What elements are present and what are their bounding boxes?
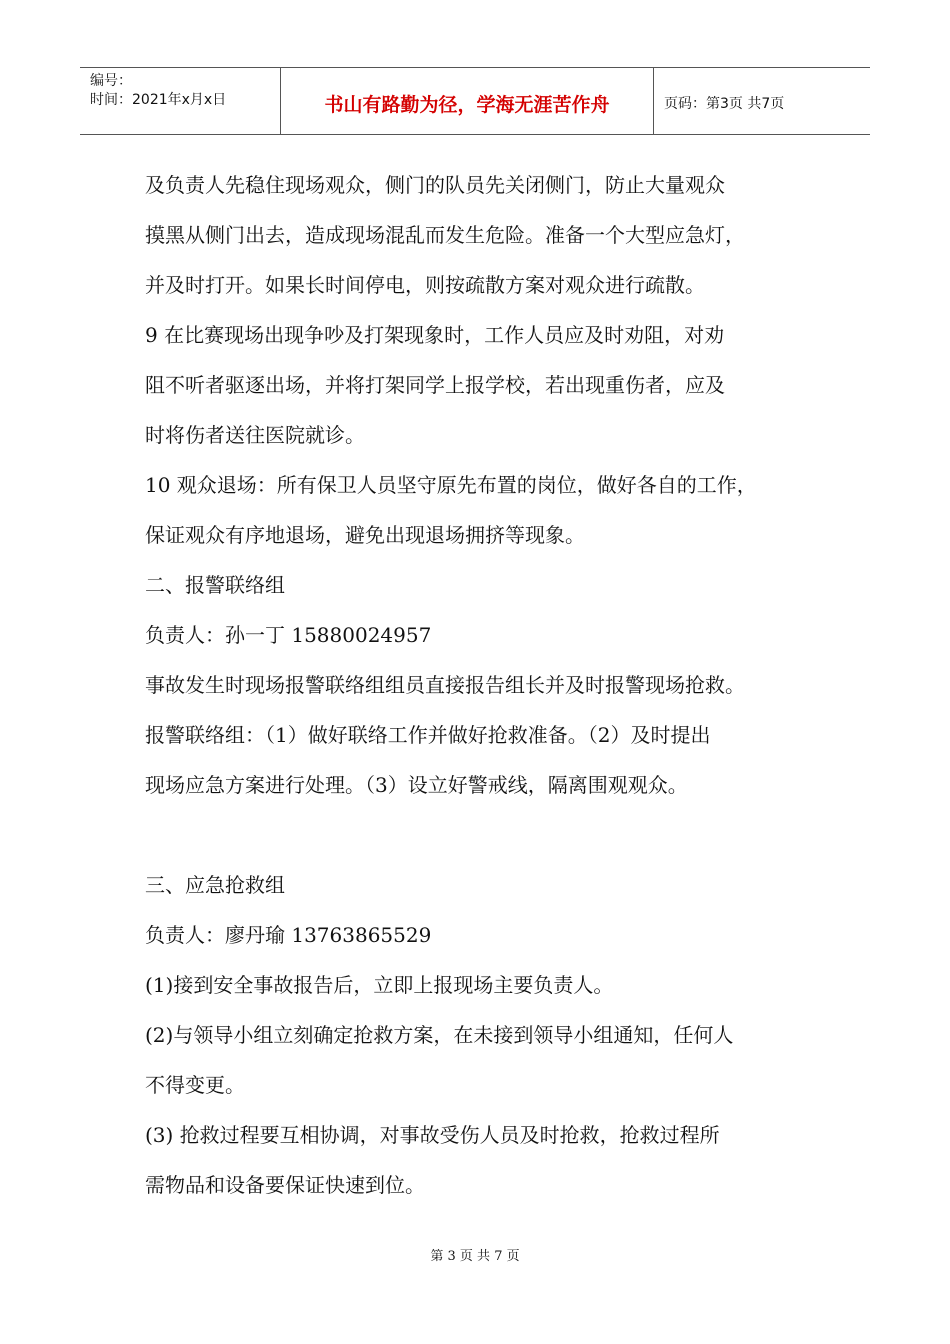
document-body bbox=[145, 160, 825, 1210]
blank-line bbox=[145, 810, 825, 860]
body-line: (1)接到安全事故报告后，立即上报现场主要负责人。 bbox=[145, 973, 614, 997]
body-line: 不得变更。 bbox=[145, 1073, 245, 1097]
section-heading-rescue: 三、应急抢救组 bbox=[145, 873, 285, 897]
doc-date-label: 时间：2021年x月x日 bbox=[90, 92, 227, 108]
body-line: 负责人：孙一丁 15880024957 bbox=[145, 623, 432, 647]
body-line: 并及时打开。如果长时间停电，则按疏散方案对观众进行疏散。 bbox=[145, 273, 705, 297]
doc-number-label: 编号： bbox=[90, 73, 132, 89]
body-line: 事故发生时现场报警联络组组员直接报告组长并及时报警现场抢救。 bbox=[145, 673, 745, 697]
body-line: 10 观众退场：所有保卫人员坚守原先布置的岗位，做好各自的工作， bbox=[145, 473, 757, 497]
body-line: 摸黑从侧门出去，造成现场混乱而发生危险。准备一个大型应急灯， bbox=[145, 223, 745, 247]
page-header bbox=[80, 67, 870, 135]
body-line: 现场应急方案进行处理。（3）设立好警戒线，隔离围观观众。 bbox=[145, 773, 688, 797]
body-line: 保证观众有序地退场，避免出现退场拥挤等现象。 bbox=[145, 523, 585, 547]
section-heading-alarm: 二、报警联络组 bbox=[145, 573, 285, 597]
body-line: 需物品和设备要保证快速到位。 bbox=[145, 1173, 425, 1197]
body-line: 报警联络组：（1）做好联络工作并做好抢救准备。（2）及时提出 bbox=[145, 723, 711, 747]
body-line: (3) 抢救过程要互相协调，对事故受伤人员及时抢救，抢救过程所 bbox=[145, 1123, 720, 1147]
body-line: 时将伤者送往医院就诊。 bbox=[145, 423, 365, 447]
body-line: 及负责人先稳住现场观众，侧门的队员先关闭侧门，防止大量观众 bbox=[145, 173, 725, 197]
header-page-info: 页码：第3页 共7页 bbox=[664, 96, 785, 112]
page-footer: 第 3 页 共 7 页 bbox=[430, 1249, 520, 1264]
body-line: 阻不听者驱逐出场，并将打架同学上报学校，若出现重伤者，应及 bbox=[145, 373, 725, 397]
body-line: (2)与领导小组立刻确定抢救方案，在未接到领导小组通知，任何人 bbox=[145, 1023, 734, 1047]
header-motto: 书山有路勤为径，学海无涯苦作舟 bbox=[281, 68, 654, 134]
body-line: 负责人：廖丹瑜 13763865529 bbox=[145, 923, 432, 947]
body-line: 9 在比赛现场出现争吵及打架现象时，工作人员应及时劝阻，对劝 bbox=[145, 323, 725, 347]
header-meta bbox=[80, 68, 281, 134]
